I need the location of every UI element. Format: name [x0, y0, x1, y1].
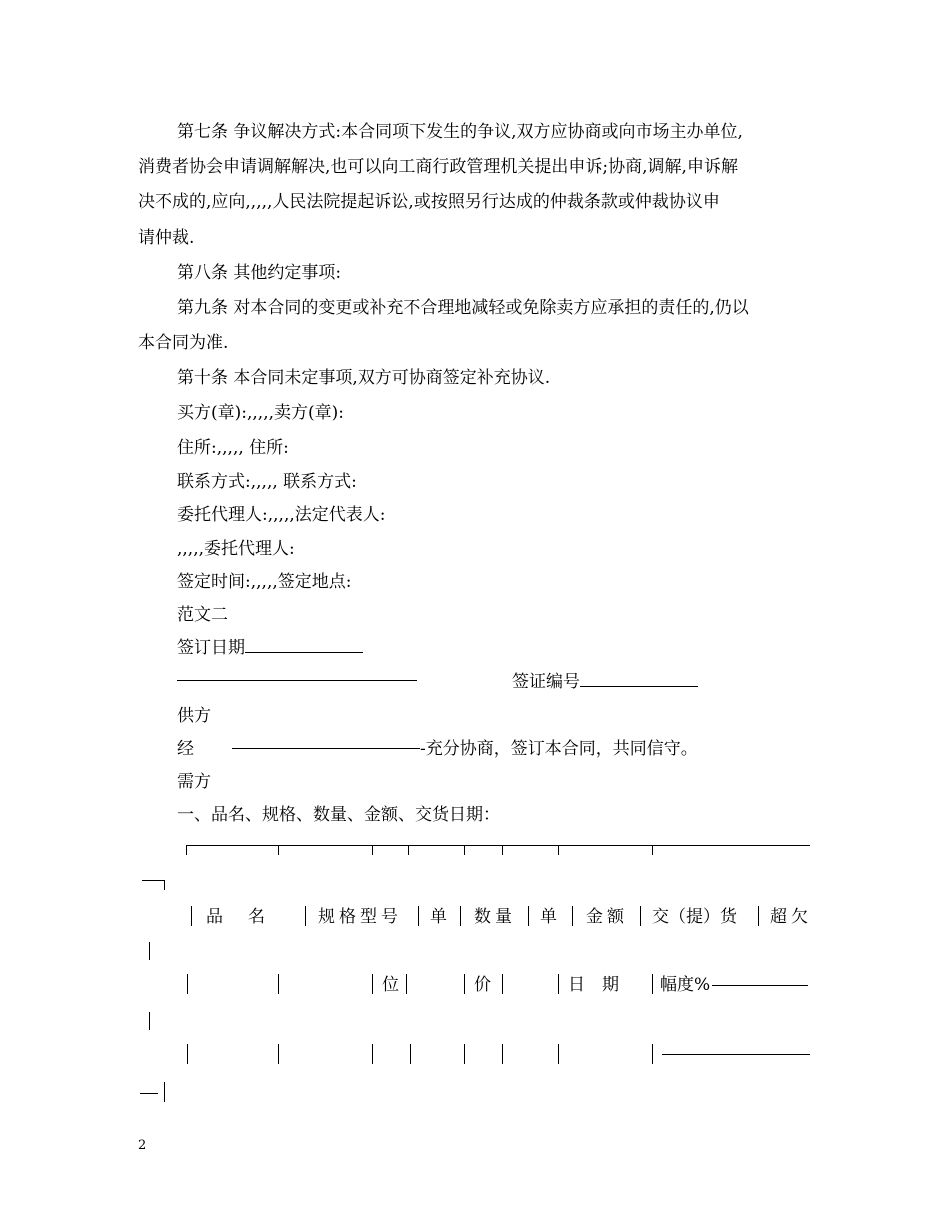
col-unit-top: 单: [430, 907, 447, 927]
table-row-1-bar: [460, 906, 461, 926]
section-1-heading: 一、品名、规格、数量、金额、交货日期：: [177, 805, 500, 825]
table-top-tick: [408, 845, 409, 855]
table-row-3-bar: [502, 1044, 503, 1064]
via-rule: [232, 748, 420, 749]
article-7-line-2: 消费者协会申请调解解决,也可以向工商行政管理机关提出申诉;协商,调解,申诉解: [138, 157, 738, 177]
col-over-under: 超欠: [770, 907, 812, 927]
table-row-3-wrap-bar: [164, 1082, 165, 1102]
table-row-3-bar: [652, 1044, 653, 1064]
table-row-3-bar: [464, 1044, 465, 1064]
table-row-2-wrap-bar: [149, 1012, 150, 1030]
visa-number-label: 签证编号: [512, 672, 580, 692]
table-top-tick: [558, 845, 559, 855]
table-row-3-bar: [187, 1044, 188, 1064]
table-row-3-bar: [558, 1044, 559, 1064]
table-row-2-bar: [502, 974, 503, 994]
table-top-tick: [652, 845, 653, 855]
table-row-2-bar: [652, 974, 653, 994]
buyer-seller-seal: 买方(章):,,,,,卖方(章):: [177, 403, 345, 423]
table-row-3-bar: [372, 1044, 373, 1064]
col-product-name: 品 名: [206, 907, 269, 927]
sign-date-label: 签订日期: [177, 638, 245, 658]
col-unit-price-bottom: 价: [474, 975, 491, 995]
table-row-3-rule: [662, 1054, 810, 1055]
divider-line: [177, 680, 417, 681]
table-row-2-bar: [558, 974, 559, 994]
agent-representative-line: 委托代理人:,,,,,法定代表人:: [177, 505, 386, 525]
visa-number-row: [512, 670, 698, 694]
table-row-1-bar: [418, 906, 419, 926]
table-row-1-bar: [758, 906, 759, 926]
demander-label: 需方: [177, 772, 211, 792]
table-top-tick: [372, 845, 373, 855]
sign-date-row: [177, 636, 363, 660]
article-10: 第十条 本合同未定事项,双方可协商签定补充协议.: [177, 368, 551, 388]
sign-date-blank: [245, 650, 363, 653]
col-quantity: 数量: [474, 907, 516, 927]
table-top-tick: [278, 845, 279, 855]
table-row-3-bar: [410, 1044, 411, 1064]
supplier-label: 供方: [177, 706, 211, 726]
article-7-line-3: 决不成的,应向,,,,,人民法院提起诉讼,或按照另行达成的仲裁条款或仲裁协议申: [138, 192, 720, 212]
table-row-2-bar: [406, 974, 407, 994]
col-unit-bottom: 位: [382, 975, 399, 995]
table-row-2-bar: [187, 974, 188, 994]
article-8: 第八条 其他约定事项:: [177, 263, 342, 283]
table-row-3-wrap-rule: [140, 1093, 158, 1094]
visa-number-blank: [580, 684, 698, 687]
table-top-right-corner: [164, 880, 165, 890]
col-range-percent: 幅度%: [660, 975, 711, 995]
table-row-1-bar: [305, 906, 306, 926]
table-top-tick: [464, 845, 465, 855]
table-row-2-bar: [278, 974, 279, 994]
table-row-1-bar: [572, 906, 573, 926]
table-row-2-bar: [464, 974, 465, 994]
table-top-left-corner: [186, 845, 187, 855]
table-top-border: [186, 845, 810, 846]
agent-line: ,,,,,委托代理人:: [177, 539, 295, 559]
article-7-line-4: 请仲裁.: [138, 228, 195, 248]
table-row-1-bar: [191, 906, 192, 926]
col-delivery: 交（提）货: [652, 907, 737, 927]
table-row-2-rule: [712, 985, 808, 986]
col-spec-model: 规格型号: [318, 907, 402, 927]
sign-time-place-line: 签定时间:,,,,,签定地点:: [177, 572, 352, 592]
via-label: 经: [177, 739, 194, 759]
col-unit-price-top: 单: [540, 907, 557, 927]
table-top-tick: [502, 845, 503, 855]
article-9-line-1: 第九条 对本合同的变更或补充不合理地减轻或免除卖方应承担的责任的,仍以: [177, 298, 749, 318]
table-top-wrap: [142, 880, 164, 881]
table-row-2-bar: [372, 974, 373, 994]
table-row-1-bar: [528, 906, 529, 926]
article-9-line-2: 本合同为准.: [138, 333, 229, 353]
address-line: 住所:,,,,, 住所:: [177, 438, 289, 458]
table-row-1-wrap-bar: [149, 942, 150, 960]
col-date: 日 期: [568, 975, 619, 995]
col-amount: 金额: [586, 907, 628, 927]
article-7-line-1: 第七条 争议解决方式:本合同项下发生的争议,双方应协商或向市场主办单位,: [177, 122, 743, 142]
table-row-1-bar: [640, 906, 641, 926]
agreement-text: -充分协商，签订本合同，共同信守。: [420, 739, 698, 759]
template-2-heading: 范文二: [177, 605, 228, 625]
table-row-3-bar: [278, 1044, 279, 1064]
page-number: 2: [138, 1138, 147, 1153]
contact-line: 联系方式:,,,,, 联系方式:: [177, 472, 357, 492]
